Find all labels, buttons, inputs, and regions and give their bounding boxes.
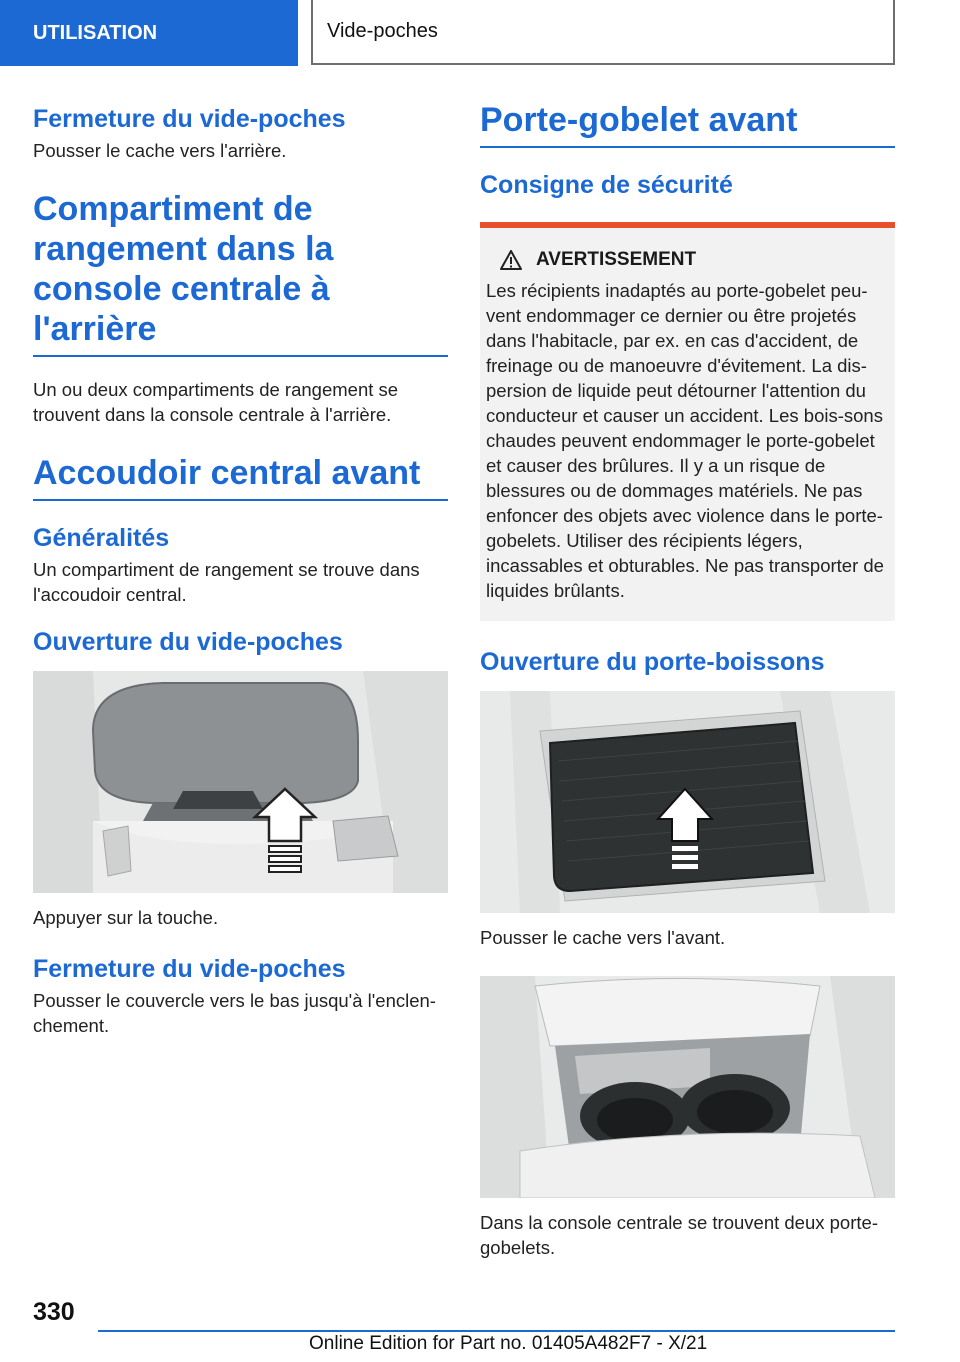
heading-ouverture-vide-poches: Ouverture du vide-poches bbox=[33, 628, 343, 656]
text-fermeture-2: Pousser le couvercle vers le bas jusqu'à l'enclen-chement. bbox=[33, 990, 436, 1036]
text-fermeture-1: Pousser le cache vers l'arrière. bbox=[33, 140, 287, 161]
footer-rule bbox=[98, 1330, 895, 1332]
armrest-illustration bbox=[33, 671, 448, 893]
chapter-tab: Vide-poches bbox=[311, 0, 895, 65]
warning-heading bbox=[486, 248, 889, 272]
heading-fermeture-2: Fermeture du vide-poches bbox=[33, 955, 346, 983]
heading-generalites: Généralités bbox=[33, 524, 170, 552]
warning-box bbox=[480, 228, 895, 621]
warning-title: AVERTISSEMENT bbox=[536, 249, 697, 270]
cupholder-cover-illustration bbox=[480, 691, 895, 913]
armrest-drawing bbox=[33, 671, 448, 893]
cupholders-illustration bbox=[480, 976, 895, 1198]
text-compartiment: Un ou deux compartiments de rangement se trouvent dans la console centrale à l'arrière. bbox=[33, 379, 399, 425]
heading-consigne: Consigne de sécurité bbox=[480, 171, 733, 199]
section-tab: UTILISATION bbox=[0, 0, 298, 66]
cupholder-cover-drawing bbox=[480, 691, 895, 913]
right-column bbox=[480, 100, 895, 1260]
heading-porte-gobelet: Porte-gobelet avant bbox=[480, 100, 895, 148]
warning-triangle-icon bbox=[500, 250, 522, 270]
cupholders-drawing bbox=[480, 976, 895, 1198]
caption-deux: Dans la console centrale se trouvent deux porte-gobelets. bbox=[480, 1212, 878, 1258]
caption-avant: Pousser le cache vers l'avant. bbox=[480, 927, 726, 948]
heading-compartiment: Compartiment de rangement dans la console centrale à l'arrière bbox=[33, 189, 448, 357]
heading-ouverture-boissons: Ouverture du porte-boissons bbox=[480, 648, 825, 676]
edition-text: Online Edition for Part no. 01405A482F7 - X/21 bbox=[309, 1333, 708, 1354]
warning-text: Les récipients inadaptés au porte-gobelet peu-vent endommager ce dernier ou être projetés dans l'habitacle, par ex. en cas d'accident, de freinage ou de manoeuvre d'évitement. La dis-persion de liquide peut détourner l'attention du conducteur et causer un accident. Les bois-sons chaudes peuvent endommager le porte-gobelet et causer des brûlures. Il y a un risque de blessures ou de dommages matériels. Ne pas enfoncer des objets avec violence dans le porte-gobelets. Utiliser des récipients légers, incassables et obturables. Ne pas transporter de liquides brûlants. bbox=[486, 280, 884, 601]
heading-fermeture-1: Fermeture du vide-poches bbox=[33, 105, 346, 133]
caption-touche: Appuyer sur la touche. bbox=[33, 907, 219, 928]
page-header bbox=[0, 0, 960, 66]
text-generalites: Un compartiment de rangement se trouve dans l'accoudoir central. bbox=[33, 559, 420, 605]
heading-accoudoir: Accoudoir central avant bbox=[33, 453, 448, 501]
left-column bbox=[33, 100, 448, 1038]
page-number: 330 bbox=[33, 1298, 75, 1326]
